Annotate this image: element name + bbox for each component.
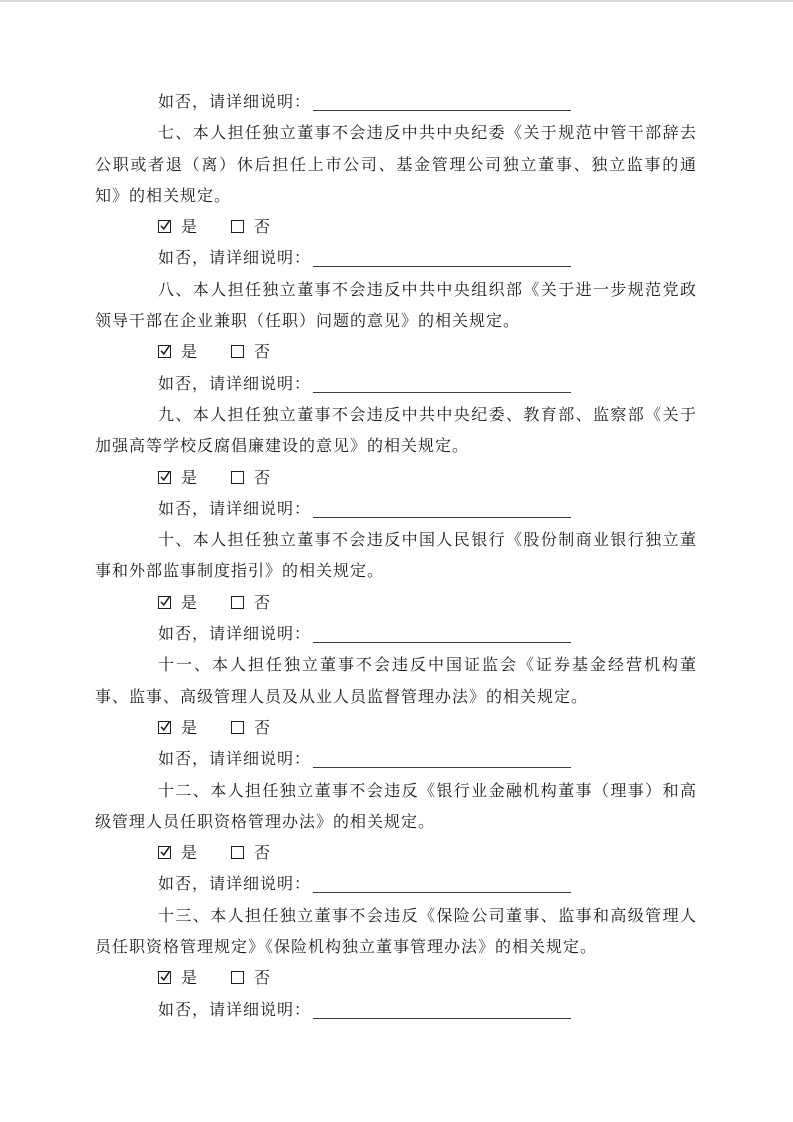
yes-label: 是 (181, 719, 199, 737)
explain-blank-field[interactable] (313, 374, 571, 393)
yes-label: 是 (181, 970, 199, 988)
yes-checkbox[interactable] (158, 345, 171, 358)
explain-label: 如否，请详细说明： (158, 1001, 312, 1019)
explain-line (95, 619, 697, 650)
explain-line (95, 369, 697, 400)
no-checkbox[interactable] (231, 721, 244, 734)
no-label: 否 (254, 845, 272, 863)
no-label: 否 (254, 469, 272, 487)
check-icon (159, 845, 171, 858)
declaration-section (95, 400, 697, 525)
yes-checkbox[interactable] (158, 596, 171, 609)
declaration-section (95, 525, 697, 650)
explain-label: 如否，请详细说明： (158, 500, 312, 518)
statement-text: 九、本人担任独立董事不会违反中共中央纪委、教育部、监察部《关于加强高等学校反腐倡廉建设的意见》的相关规定。 (95, 406, 697, 456)
no-checkbox[interactable] (231, 596, 244, 609)
statement-text: 十三、本人担任独立董事不会违反《保险公司董事、监事和高级管理人员任职资格管理规定》《保险机构独立董事管理办法》的相关规定。 (95, 907, 697, 957)
no-checkbox[interactable] (231, 220, 244, 233)
explain-line (95, 744, 697, 775)
yes-label: 是 (181, 219, 199, 237)
yes-checkbox[interactable] (158, 220, 171, 233)
statement-text: 七、本人担任独立董事不会违反中共中央纪委《关于规范中管干部辞去公职或者退（离）休后担任上市公司、基金管理公司独立董事、独立监事的通知》的相关规定。 (95, 125, 697, 205)
yes-no-row (95, 838, 697, 869)
no-checkbox[interactable] (231, 971, 244, 984)
explain-blank-field[interactable] (313, 499, 571, 518)
explain-line (95, 87, 697, 118)
yes-checkbox[interactable] (158, 721, 171, 734)
explain-line (95, 243, 697, 274)
declaration-sections (95, 118, 697, 1026)
yes-checkbox[interactable] (158, 846, 171, 859)
check-icon (159, 344, 171, 357)
explain-blank-field[interactable] (313, 1000, 571, 1019)
check-icon (159, 720, 171, 733)
yes-checkbox[interactable] (158, 471, 171, 484)
no-checkbox[interactable] (231, 846, 244, 859)
no-checkbox[interactable] (231, 345, 244, 358)
explain-blank-field[interactable] (313, 624, 571, 643)
explain-blank-field[interactable] (313, 92, 571, 111)
explain-line (95, 995, 697, 1026)
yes-label: 是 (181, 344, 199, 362)
declaration-section (95, 275, 697, 400)
check-icon (159, 970, 171, 983)
no-label: 否 (254, 970, 272, 988)
check-icon (159, 219, 171, 232)
yes-no-row (95, 713, 697, 744)
yes-no-row (95, 463, 697, 494)
explain-label: 如否，请详细说明： (158, 94, 312, 111)
check-icon (159, 595, 171, 608)
explain-label: 如否，请详细说明： (158, 375, 312, 393)
check-icon (159, 470, 171, 483)
statement-text: 八、本人担任独立董事不会违反中共中央组织部《关于进一步规范党政领导干部在企业兼职（任职）问题的意见》的相关规定。 (95, 281, 697, 331)
explain-blank-field[interactable] (313, 248, 571, 267)
yes-label: 是 (181, 594, 199, 612)
yes-checkbox[interactable] (158, 971, 171, 984)
yes-label: 是 (181, 469, 199, 487)
statement-text: 十一、本人担任独立董事不会违反中国证监会《证券基金经营机构董事、监事、高级管理人员及从业人员监督管理办法》的相关规定。 (95, 657, 697, 706)
explain-label: 如否，请详细说明： (158, 626, 312, 644)
explain-blank-field[interactable] (313, 749, 571, 768)
explain-label: 如否，请详细说明： (158, 250, 312, 268)
no-label: 否 (254, 719, 272, 737)
declaration-section (95, 901, 697, 1026)
no-checkbox[interactable] (231, 471, 244, 484)
explain-label: 如否，请详细说明： (158, 876, 312, 894)
declaration-section (95, 650, 697, 775)
statement-text: 十二、本人担任独立董事不会违反《银行业金融机构董事（理事）和高级管理人员任职资格管理办法》的相关规定。 (95, 782, 697, 831)
declaration-section (95, 118, 697, 274)
explain-line (95, 869, 697, 900)
no-label: 否 (254, 344, 272, 362)
explain-line (95, 494, 697, 525)
explain-blank-field[interactable] (313, 874, 571, 893)
explain-label: 如否，请详细说明： (158, 751, 312, 769)
yes-label: 是 (181, 845, 199, 863)
declaration-section (95, 776, 697, 901)
yes-no-row (95, 337, 697, 368)
yes-no-row (95, 212, 697, 243)
yes-no-row (95, 588, 697, 619)
yes-no-row (95, 963, 697, 994)
no-label: 否 (254, 594, 272, 612)
statement-text: 十、本人担任独立董事不会违反中国人民银行《股份制商业银行独立董事和外部监事制度指引》的相关规定。 (95, 532, 697, 581)
no-label: 否 (254, 219, 272, 237)
